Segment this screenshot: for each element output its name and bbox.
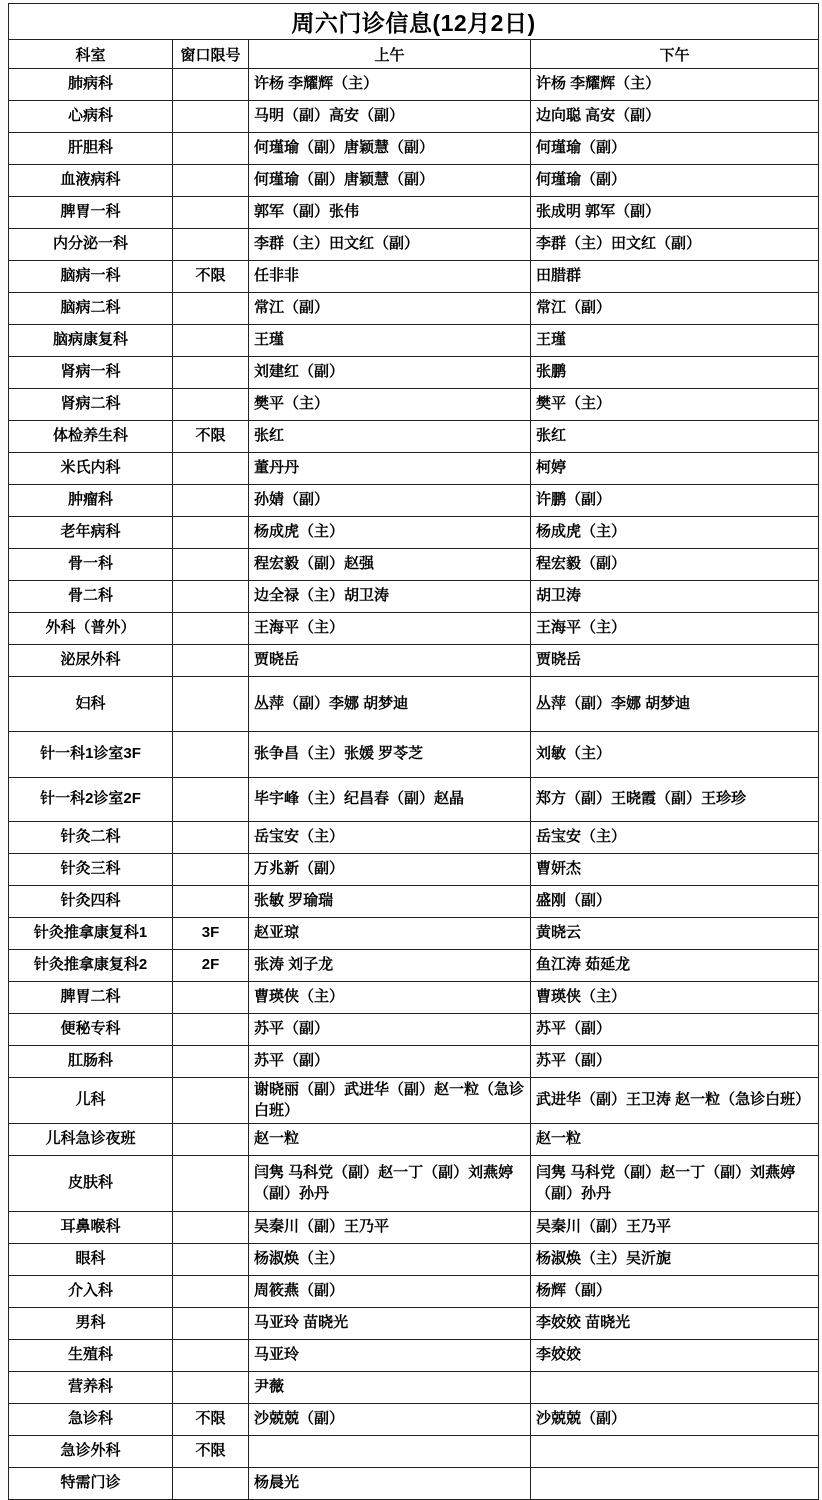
department-cell: 肛肠科	[9, 1046, 173, 1078]
table-row	[9, 1078, 819, 1124]
morning-doctors-cell: 杨晨光	[249, 1468, 531, 1500]
afternoon-doctors-cell	[531, 1372, 819, 1404]
table-row	[9, 485, 819, 517]
table-row	[9, 778, 819, 822]
morning-doctors-cell: 马亚玲 苗晓光	[249, 1308, 531, 1340]
morning-doctors-cell: 何瑾瑜（副）唐颖慧（副）	[249, 133, 531, 165]
afternoon-doctors-cell: 许杨 李耀辉（主）	[531, 69, 819, 101]
table-row	[9, 229, 819, 261]
department-cell: 肾病一科	[9, 357, 173, 389]
afternoon-doctors-cell: 闫隽 马科党（副）赵一丁（副）刘燕婷（副）孙丹	[531, 1156, 819, 1212]
afternoon-doctors-cell: 赵一粒	[531, 1124, 819, 1156]
title-row	[9, 4, 819, 40]
department-cell: 急诊科	[9, 1404, 173, 1436]
window-quota-cell: 不限	[173, 261, 249, 293]
window-quota-cell	[173, 1014, 249, 1046]
afternoon-doctors-cell: 杨成虎（主）	[531, 517, 819, 549]
department-cell: 儿科	[9, 1078, 173, 1124]
department-cell: 肺病科	[9, 69, 173, 101]
department-cell: 皮肤科	[9, 1156, 173, 1212]
department-cell: 泌尿外科	[9, 645, 173, 677]
table-row	[9, 325, 819, 357]
window-quota-cell	[173, 1244, 249, 1276]
morning-doctors-cell: 沙兢兢（副）	[249, 1404, 531, 1436]
department-cell: 妇科	[9, 677, 173, 732]
morning-doctors-cell: 丛萍（副）李娜 胡梦迪	[249, 677, 531, 732]
window-quota-cell	[173, 1156, 249, 1212]
window-quota-cell	[173, 325, 249, 357]
afternoon-doctors-cell: 樊平（主）	[531, 389, 819, 421]
afternoon-doctors-cell: 盛刚（副）	[531, 886, 819, 918]
afternoon-doctors-cell: 许鹏（副）	[531, 485, 819, 517]
morning-doctors-cell: 边全禄（主）胡卫涛	[249, 581, 531, 613]
col-header-morning: 上午	[249, 40, 531, 69]
table-row	[9, 1244, 819, 1276]
afternoon-doctors-cell: 郑方（副）王晓霞（副）王珍珍	[531, 778, 819, 822]
department-cell: 针灸四科	[9, 886, 173, 918]
afternoon-doctors-cell: 王海平（主）	[531, 613, 819, 645]
header-row	[9, 40, 819, 69]
morning-doctors-cell: 赵亚琼	[249, 918, 531, 950]
afternoon-doctors-cell: 张鹏	[531, 357, 819, 389]
afternoon-doctors-cell: 黄晓云	[531, 918, 819, 950]
department-cell: 骨一科	[9, 549, 173, 581]
department-cell: 肾病二科	[9, 389, 173, 421]
table-row	[9, 101, 819, 133]
afternoon-doctors-cell: 吴秦川（副）王乃平	[531, 1212, 819, 1244]
morning-doctors-cell: 李群（主）田文红（副）	[249, 229, 531, 261]
window-quota-cell	[173, 1276, 249, 1308]
window-quota-cell: 3F	[173, 918, 249, 950]
morning-doctors-cell: 岳宝安（主）	[249, 822, 531, 854]
table-row	[9, 517, 819, 549]
morning-doctors-cell: 马明（副）高安（副）	[249, 101, 531, 133]
department-cell: 外科（普外）	[9, 613, 173, 645]
schedule-table	[8, 3, 819, 1500]
department-cell: 体检养生科	[9, 421, 173, 453]
window-quota-cell	[173, 165, 249, 197]
schedule-table-body	[9, 69, 819, 1500]
table-row	[9, 1436, 819, 1468]
morning-doctors-cell: 董丹丹	[249, 453, 531, 485]
table-row	[9, 261, 819, 293]
morning-doctors-cell: 樊平（主）	[249, 389, 531, 421]
window-quota-cell: 不限	[173, 1404, 249, 1436]
afternoon-doctors-cell: 沙兢兢（副）	[531, 1404, 819, 1436]
table-row	[9, 197, 819, 229]
table-row	[9, 293, 819, 325]
department-cell: 骨二科	[9, 581, 173, 613]
department-cell: 米氏内科	[9, 453, 173, 485]
afternoon-doctors-cell: 王瑾	[531, 325, 819, 357]
morning-doctors-cell: 曹瑛侠（主）	[249, 982, 531, 1014]
morning-doctors-cell: 杨成虎（主）	[249, 517, 531, 549]
afternoon-doctors-cell: 苏平（副）	[531, 1046, 819, 1078]
table-row	[9, 732, 819, 778]
department-cell: 特需门诊	[9, 1468, 173, 1500]
table-row	[9, 854, 819, 886]
department-cell: 介入科	[9, 1276, 173, 1308]
morning-doctors-cell: 程宏毅（副）赵强	[249, 549, 531, 581]
department-cell: 生殖科	[9, 1340, 173, 1372]
afternoon-doctors-cell: 杨辉（副）	[531, 1276, 819, 1308]
department-cell: 肿瘤科	[9, 485, 173, 517]
morning-doctors-cell: 万兆新（副）	[249, 854, 531, 886]
table-row	[9, 453, 819, 485]
department-cell: 老年病科	[9, 517, 173, 549]
morning-doctors-cell: 赵一粒	[249, 1124, 531, 1156]
window-quota-cell	[173, 101, 249, 133]
afternoon-doctors-cell: 何瑾瑜（副）	[531, 133, 819, 165]
table-row	[9, 645, 819, 677]
table-row	[9, 421, 819, 453]
window-quota-cell	[173, 1468, 249, 1500]
morning-doctors-cell: 任非非	[249, 261, 531, 293]
afternoon-doctors-cell: 张红	[531, 421, 819, 453]
window-quota-cell	[173, 69, 249, 101]
department-cell: 脑病二科	[9, 293, 173, 325]
window-quota-cell	[173, 1078, 249, 1124]
window-quota-cell	[173, 517, 249, 549]
table-row	[9, 1340, 819, 1372]
afternoon-doctors-cell: 胡卫涛	[531, 581, 819, 613]
table-row	[9, 581, 819, 613]
window-quota-cell	[173, 485, 249, 517]
department-cell: 针灸二科	[9, 822, 173, 854]
page-title: 周六门诊信息(12月2日)	[9, 4, 819, 40]
table-row	[9, 677, 819, 732]
morning-doctors-cell: 闫隽 马科党（副）赵一丁（副）刘燕婷（副）孙丹	[249, 1156, 531, 1212]
afternoon-doctors-cell: 岳宝安（主）	[531, 822, 819, 854]
department-cell: 眼科	[9, 1244, 173, 1276]
afternoon-doctors-cell: 曹瑛侠（主）	[531, 982, 819, 1014]
afternoon-doctors-cell: 苏平（副）	[531, 1014, 819, 1046]
morning-doctors-cell: 贾晓岳	[249, 645, 531, 677]
window-quota-cell	[173, 1046, 249, 1078]
afternoon-doctors-cell: 李姣姣 苗晓光	[531, 1308, 819, 1340]
morning-doctors-cell: 周筱燕（副）	[249, 1276, 531, 1308]
morning-doctors-cell: 吴秦川（副）王乃平	[249, 1212, 531, 1244]
window-quota-cell	[173, 854, 249, 886]
morning-doctors-cell: 何瑾瑜（副）唐颖慧（副）	[249, 165, 531, 197]
department-cell: 男科	[9, 1308, 173, 1340]
window-quota-cell	[173, 886, 249, 918]
department-cell: 针灸推拿康复科1	[9, 918, 173, 950]
afternoon-doctors-cell: 田腊群	[531, 261, 819, 293]
department-cell: 营养科	[9, 1372, 173, 1404]
afternoon-doctors-cell: 李群（主）田文红（副）	[531, 229, 819, 261]
department-cell: 血液病科	[9, 165, 173, 197]
afternoon-doctors-cell: 李姣姣	[531, 1340, 819, 1372]
afternoon-doctors-cell: 常江（副）	[531, 293, 819, 325]
table-row	[9, 1404, 819, 1436]
table-row	[9, 613, 819, 645]
morning-doctors-cell: 张涛 刘子龙	[249, 950, 531, 982]
window-quota-cell: 不限	[173, 421, 249, 453]
window-quota-cell	[173, 732, 249, 778]
col-header-window-quota: 窗口限号	[173, 40, 249, 69]
table-row	[9, 549, 819, 581]
morning-doctors-cell: 刘建红（副）	[249, 357, 531, 389]
window-quota-cell	[173, 581, 249, 613]
table-row	[9, 1308, 819, 1340]
table-row	[9, 357, 819, 389]
window-quota-cell: 不限	[173, 1436, 249, 1468]
afternoon-doctors-cell: 程宏毅（副）	[531, 549, 819, 581]
window-quota-cell	[173, 389, 249, 421]
afternoon-doctors-cell: 柯婷	[531, 453, 819, 485]
morning-doctors-cell: 毕宇峰（主）纪昌春（副）赵晶	[249, 778, 531, 822]
table-row	[9, 1468, 819, 1500]
afternoon-doctors-cell: 丛萍（副）李娜 胡梦迪	[531, 677, 819, 732]
department-cell: 脾胃一科	[9, 197, 173, 229]
afternoon-doctors-cell	[531, 1468, 819, 1500]
department-cell: 内分泌一科	[9, 229, 173, 261]
table-row	[9, 918, 819, 950]
department-cell: 针灸三科	[9, 854, 173, 886]
window-quota-cell	[173, 197, 249, 229]
table-row	[9, 133, 819, 165]
afternoon-doctors-cell: 杨淑焕（主）吴沂旎	[531, 1244, 819, 1276]
afternoon-doctors-cell: 鱼江涛 茹延龙	[531, 950, 819, 982]
window-quota-cell	[173, 1124, 249, 1156]
table-row	[9, 1014, 819, 1046]
table-row	[9, 950, 819, 982]
afternoon-doctors-cell: 曹妍杰	[531, 854, 819, 886]
window-quota-cell	[173, 1340, 249, 1372]
table-row	[9, 1046, 819, 1078]
afternoon-doctors-cell	[531, 1436, 819, 1468]
afternoon-doctors-cell: 何瑾瑜（副）	[531, 165, 819, 197]
window-quota-cell	[173, 133, 249, 165]
table-row	[9, 886, 819, 918]
department-cell: 肝胆科	[9, 133, 173, 165]
morning-doctors-cell: 张敏 罗瑜瑞	[249, 886, 531, 918]
afternoon-doctors-cell: 刘敏（主）	[531, 732, 819, 778]
table-row	[9, 1156, 819, 1212]
department-cell: 针一科1诊室3F	[9, 732, 173, 778]
table-row	[9, 165, 819, 197]
window-quota-cell	[173, 982, 249, 1014]
window-quota-cell	[173, 1212, 249, 1244]
window-quota-cell	[173, 822, 249, 854]
morning-doctors-cell: 杨淑焕（主）	[249, 1244, 531, 1276]
morning-doctors-cell: 谢晓丽（副）武进华（副）赵一粒（急诊白班）	[249, 1078, 531, 1124]
window-quota-cell: 2F	[173, 950, 249, 982]
morning-doctors-cell: 许杨 李耀辉（主）	[249, 69, 531, 101]
department-cell: 脑病康复科	[9, 325, 173, 357]
morning-doctors-cell: 苏平（副）	[249, 1014, 531, 1046]
table-row	[9, 822, 819, 854]
department-cell: 脾胃二科	[9, 982, 173, 1014]
morning-doctors-cell: 马亚玲	[249, 1340, 531, 1372]
morning-doctors-cell: 孙婧（副）	[249, 485, 531, 517]
afternoon-doctors-cell: 贾晓岳	[531, 645, 819, 677]
col-header-afternoon: 下午	[531, 40, 819, 69]
table-row	[9, 1372, 819, 1404]
morning-doctors-cell: 尹薇	[249, 1372, 531, 1404]
afternoon-doctors-cell: 武进华（副）王卫涛 赵一粒（急诊白班）	[531, 1078, 819, 1124]
department-cell: 脑病一科	[9, 261, 173, 293]
table-row	[9, 1212, 819, 1244]
table-row	[9, 1276, 819, 1308]
morning-doctors-cell: 王瑾	[249, 325, 531, 357]
afternoon-doctors-cell: 边向聪 高安（副）	[531, 101, 819, 133]
window-quota-cell	[173, 778, 249, 822]
window-quota-cell	[173, 453, 249, 485]
window-quota-cell	[173, 613, 249, 645]
morning-doctors-cell: 张争昌（主）张媛 罗苓芝	[249, 732, 531, 778]
morning-doctors-cell	[249, 1436, 531, 1468]
window-quota-cell	[173, 1372, 249, 1404]
morning-doctors-cell: 郭军（副）张伟	[249, 197, 531, 229]
department-cell: 耳鼻喉科	[9, 1212, 173, 1244]
department-cell: 针灸推拿康复科2	[9, 950, 173, 982]
window-quota-cell	[173, 293, 249, 325]
department-cell: 急诊外科	[9, 1436, 173, 1468]
morning-doctors-cell: 常江（副）	[249, 293, 531, 325]
afternoon-doctors-cell: 张成明 郭军（副）	[531, 197, 819, 229]
department-cell: 心病科	[9, 101, 173, 133]
col-header-department: 科室	[9, 40, 173, 69]
table-row	[9, 389, 819, 421]
morning-doctors-cell: 王海平（主）	[249, 613, 531, 645]
table-row	[9, 1124, 819, 1156]
window-quota-cell	[173, 1308, 249, 1340]
morning-doctors-cell: 张红	[249, 421, 531, 453]
window-quota-cell	[173, 549, 249, 581]
department-cell: 儿科急诊夜班	[9, 1124, 173, 1156]
table-row	[9, 982, 819, 1014]
morning-doctors-cell: 苏平（副）	[249, 1046, 531, 1078]
window-quota-cell	[173, 645, 249, 677]
department-cell: 针一科2诊室2F	[9, 778, 173, 822]
department-cell: 便秘专科	[9, 1014, 173, 1046]
window-quota-cell	[173, 229, 249, 261]
window-quota-cell	[173, 677, 249, 732]
window-quota-cell	[173, 357, 249, 389]
table-row	[9, 69, 819, 101]
